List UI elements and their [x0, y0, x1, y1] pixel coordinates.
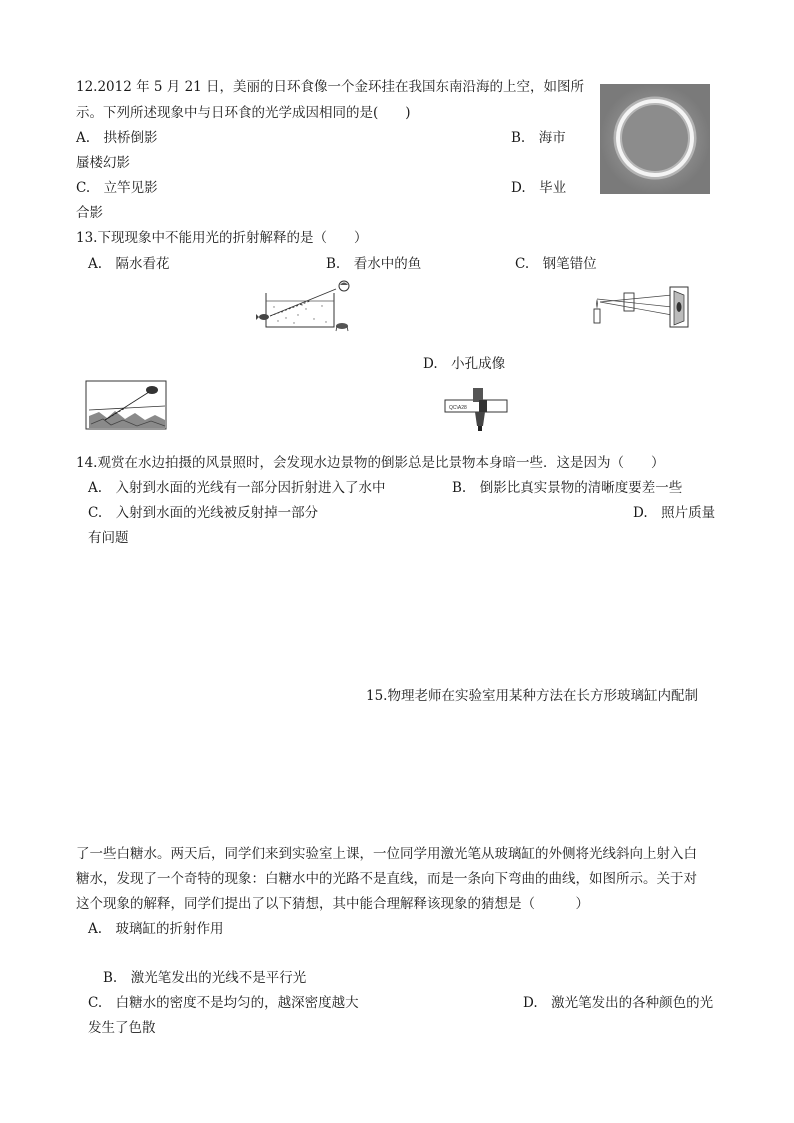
q15-stem-line2: 了一些白糖水。两天后，同学们来到实验室上课，一位同学用激光笔从玻璃缸的外侧将光线斜向上射入白	[76, 846, 697, 862]
q15-stem-line4: 这个现象的解释，同学们提出了以下猜想，其中能合理解释该现象的猜想是（ ）	[76, 896, 589, 912]
q12-option-d-tail: 合影	[76, 205, 103, 221]
q15-option-d-head: D. 激光笔发出的各种颜色的光	[523, 995, 714, 1011]
q15-stem-line3: 糖水，发现了一个奇特的现象：白糖水中的光路不是直线，而是一条向下弯曲的曲线，如图所示。关于对	[76, 871, 697, 887]
q14-option-b: B. 倒影比真实景物的清晰度要差一些	[452, 480, 683, 496]
q13-stem: 13.下现现象中不能用光的折射解释的是（ ）	[76, 230, 368, 246]
pinhole-projection-figure	[590, 285, 694, 331]
q15-option-c: C. 白糖水的密度不是均匀的，越深密度越大	[88, 995, 359, 1011]
q13-option-d: D. 小孔成像	[423, 356, 506, 372]
annular-eclipse-image	[600, 84, 710, 194]
q15-option-d-tail: 发生了色散	[88, 1020, 156, 1036]
q15-option-a: A. 玻璃缸的折射作用	[88, 921, 224, 937]
q12-option-b-head: B. 海市	[511, 130, 566, 146]
q13-option-a: A. 隔水看花	[88, 256, 170, 272]
q12-option-c: C. 立竿见影	[76, 180, 158, 196]
q15-option-b: B. 激光笔发出的光线不是平行光	[103, 970, 307, 986]
q14-option-c: C. 入射到水面的光线被反射掉一部分	[88, 505, 319, 521]
pen-figure-label: QC\A28	[449, 405, 467, 411]
q13-option-c: C. 钢笔错位	[515, 256, 597, 272]
fish-tank-figure	[256, 279, 358, 337]
q14-stem: 14.观赏在水边拍摄的风景照时，会发现水边景物的倒影总是比景物本身暗一些．这是因为（ ）	[76, 455, 665, 471]
q15-stem-head: 15.物理老师在实验室用某种方法在长方形玻璃缸内配制	[366, 688, 698, 704]
pen-glass-figure	[443, 386, 509, 432]
q12-option-d-head: D. 毕业	[511, 180, 567, 196]
q12-option-b-tail: 蜃楼幻影	[76, 155, 130, 171]
q14-option-d-tail: 有问题	[88, 530, 129, 546]
flower-water-figure	[85, 380, 167, 430]
q12-stem-line1: 12.2012 年 5 月 21 日，美丽的日环食像一个金环挂在我国东南沿海的上空，如图所	[76, 79, 585, 95]
q14-option-d-head: D. 照片质量	[633, 505, 716, 521]
q12-option-a: A. 拱桥倒影	[76, 130, 158, 146]
q13-option-b: B. 看水中的鱼	[326, 256, 422, 272]
q14-option-a: A. 入射到水面的光线有一部分因折射进入了水中	[88, 480, 386, 496]
q12-stem-line2: 示。下列所述现象中与日环食的光学成因相同的是( )	[76, 105, 411, 121]
